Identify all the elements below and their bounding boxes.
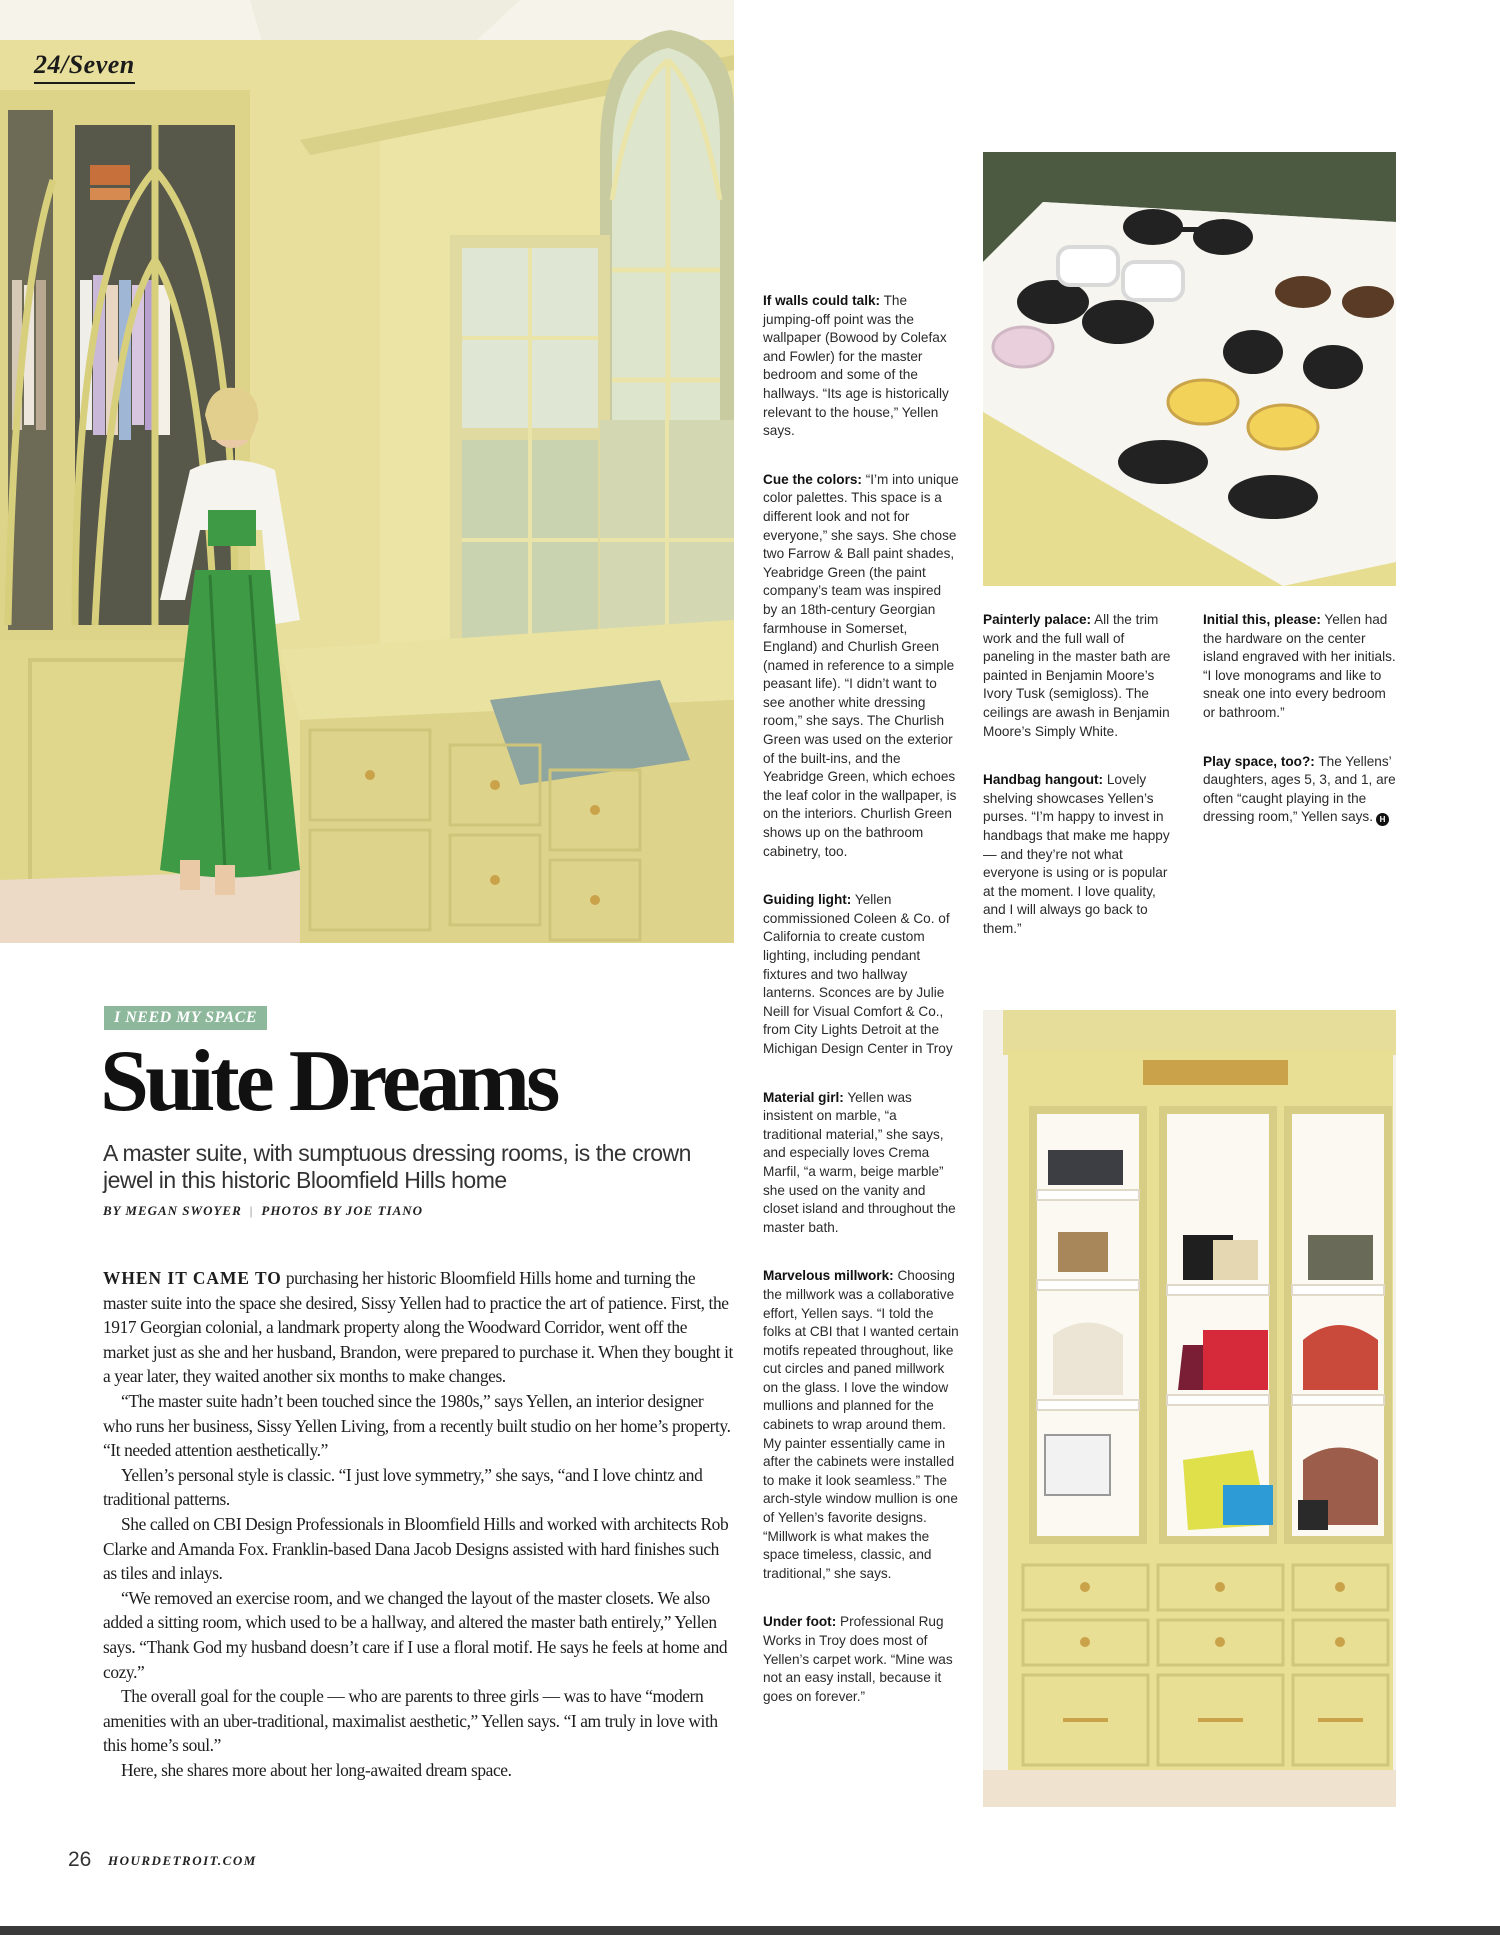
body-paragraph: Here, she shares more about her long-awaited dream space. [121,1759,512,1780]
sidebar-column-1 [763,292,959,1736]
photo-handbag-cabinet [983,1010,1396,1807]
body-paragraph: Yellen’s personal style is classic. “I just love symmetry,” she says, “and I love chintz and traditional patterns. [103,1464,703,1510]
byline-writer: BY MEGAN SWOYER [103,1203,242,1218]
hero-photo-dressing-room [0,0,734,943]
entry-title: Initial this, please: [1203,612,1321,627]
entry-title: Material girl: [763,1089,844,1105]
entry-text: Professional Rug Works in Troy does most of Yellen’s carpet work. “Mine was not an easy install, because it goes on forever.” [763,1614,953,1704]
entry-title: Play space, too?: [1203,753,1315,769]
sidebar-entry [763,1089,959,1238]
entry-text: Yellen was insistent on marble, “a traditional material,” she says, and especially loves Crema Marfil, “a warm, beige marble” she used on the vanity and closet island and throughout the master bath. [763,1089,956,1235]
entry-title: Under foot: [763,1614,837,1630]
dressing-room-illustration [0,0,734,943]
sidebar-entry [1203,753,1399,827]
entry-text: Yellen commissioned Coleen & Co. of California to create custom lighting, including pendant fixtures and two hallway lanterns. Sconces are by Julie Neill for Visual Comfort & Co., from City Lights Detroit at the Michigan Design Center in Troy [763,892,953,1056]
entry-title: Marvelous millwork: [763,1268,894,1284]
body-paragraph: The overall goal for the couple — who are parents to three girls — was to have “modern amenities with an uber-traditional, maximalist aesthetic,” Yellen says. “I am truly in love with this home’s soul.” [103,1686,718,1756]
body-paragraph [103,1266,733,1389]
entry-text: The Yellens’ daughters, ages 5, 3, and 1, are often “caught playing in the dressing room,” Yellen says. [1203,753,1396,825]
handbag-cabinet-illustration [983,1010,1396,1807]
entry-text: All the trim work and the full wall of paneling in the master bath are painted in Benjamin Moore’s Ivory Tusk (semigloss). The ceilings are awash in Benjamin Moore’s Simply White. [983,612,1171,739]
entry-title: Handbag hangout: [983,772,1104,788]
entry-title: Cue the colors: [763,471,862,487]
entry-title: Guiding light: [763,892,852,908]
lead-in: WHEN IT CAME TO [103,1268,282,1288]
dek: A master suite, with sumptuous dressing rooms, is the crown jewel in this historic Bloomfield Hills home [103,1140,691,1193]
sidebar-entry [983,611,1179,741]
sidebar-entry [763,1267,959,1583]
sidebar-entry [983,771,1179,938]
kicker-label: I NEED MY SPACE [104,1006,267,1030]
body-paragraph: “The master suite hadn’t been touched since the 1980s,” says Yellen, an interior designer who runs her business, Sissy Yellen Living, from a recently built studio on her home’s property. “It needed attention aesthetically.” [103,1390,731,1461]
photo-sunglasses-drawer [983,152,1396,586]
headline: Suite Dreams [100,1033,557,1130]
sidebar-entry [1203,611,1399,723]
end-mark-icon: H [1376,813,1389,826]
sidebar-column-2 [983,611,1179,969]
entry-title: Painterly palace: [983,612,1092,627]
paragraph-text: purchasing her historic Bloomfield Hills home and turning the master suite into the space she desired, Sissy Yellen had to practice the art of patience. First, the 1917 Georgian colonial, a landmark property along the Woodward Corridor, went off the market just as she and her husband, Brandon, were prepared to purchase it. When they bought it a year later, they waited another six months to make changes. [103,1268,733,1387]
bottom-rule [0,1926,1500,1935]
page-number: 26 [68,1848,92,1871]
site-url: HOURDETROIT.COM [108,1853,257,1868]
sidebar-entry [763,1613,959,1706]
sidebar-entry [763,891,959,1058]
entry-text: Yellen had the hardware on the center island engraved with her initials. “I love monograms and like to sneak one into every bedroom or bathroom.” [1203,612,1396,720]
section-tag: 24/Seven [34,50,135,84]
entry-text: Choosing the millwork was a collaborative effort, Yellen says. “I told the folks at CBI that I wanted certain motifs repeated throughout, like cut circles and paned millwork on the glass. I love the window mullions and planned for the cabinets to wrap around them. My painter essentially came in after the cabinets were installed to make it look seamless.” The arch-style window mullion is one of Yellen’s favorite designs. “Millwork is what makes the space timeless, classic, and traditional,” she says. [763,1268,959,1581]
article-body [103,1266,733,1782]
byline [103,1203,423,1219]
entry-text: “I’m into unique color palettes. This space is a different look and not for everyone,” she says. She chose two Farrow & Ball paint shades, Yeabridge Green (the paint company’s team was inspired by an 18th-century Georgian farmhouse in Somerset, England) and Churlish Green (named in reference to a simple peasant life). “I didn’t want to see another white dressing room,” she says. The Churlish Green was used on the exterior of the built-ins, and the Yeabridge Green, which echoes the leaf color in the wallpaper, is on the interiors. Churlish Green shows up on the bathroom cabinetry, too. [763,471,959,859]
sidebar-column-3 [1203,611,1399,857]
body-paragraph: “We removed an exercise room, and we changed the layout of the master closets. We also added a sitting room, which used to be a hallway, and altered the master bath entirely,” Yellen says. “Thank God my husband doesn’t care if I use a floral motif. He says he feels at home and cozy.” [103,1587,728,1682]
byline-photos: PHOTOS BY JOE TIANO [261,1203,424,1218]
sunglasses-illustration [983,152,1396,586]
sidebar-entry [763,292,959,441]
body-paragraph: She called on CBI Design Professionals in Bloomfield Hills and worked with architects Rob Clarke and Amanda Fox. Franklin-based Dana Jacob Designs assisted with hard finishes such as tiles and inlays. [103,1513,729,1584]
entry-title: If walls could talk: [763,293,881,308]
entry-text: The jumping-off point was the wallpaper (Bowood by Colefax and Fowler) for the master bedroom and some of the hallways. “Its age is historically relevant to the house,” Yellen says. [763,293,949,439]
byline-separator: | [249,1203,254,1218]
entry-text: Lovely shelving showcases Yellen’s purses. “I’m happy to invest in handbags that make me happy — and they’re not what everyone is using or is popular at the moment. I love quality, and I will always go back to them.” [983,772,1170,936]
sidebar-entry [763,471,959,861]
